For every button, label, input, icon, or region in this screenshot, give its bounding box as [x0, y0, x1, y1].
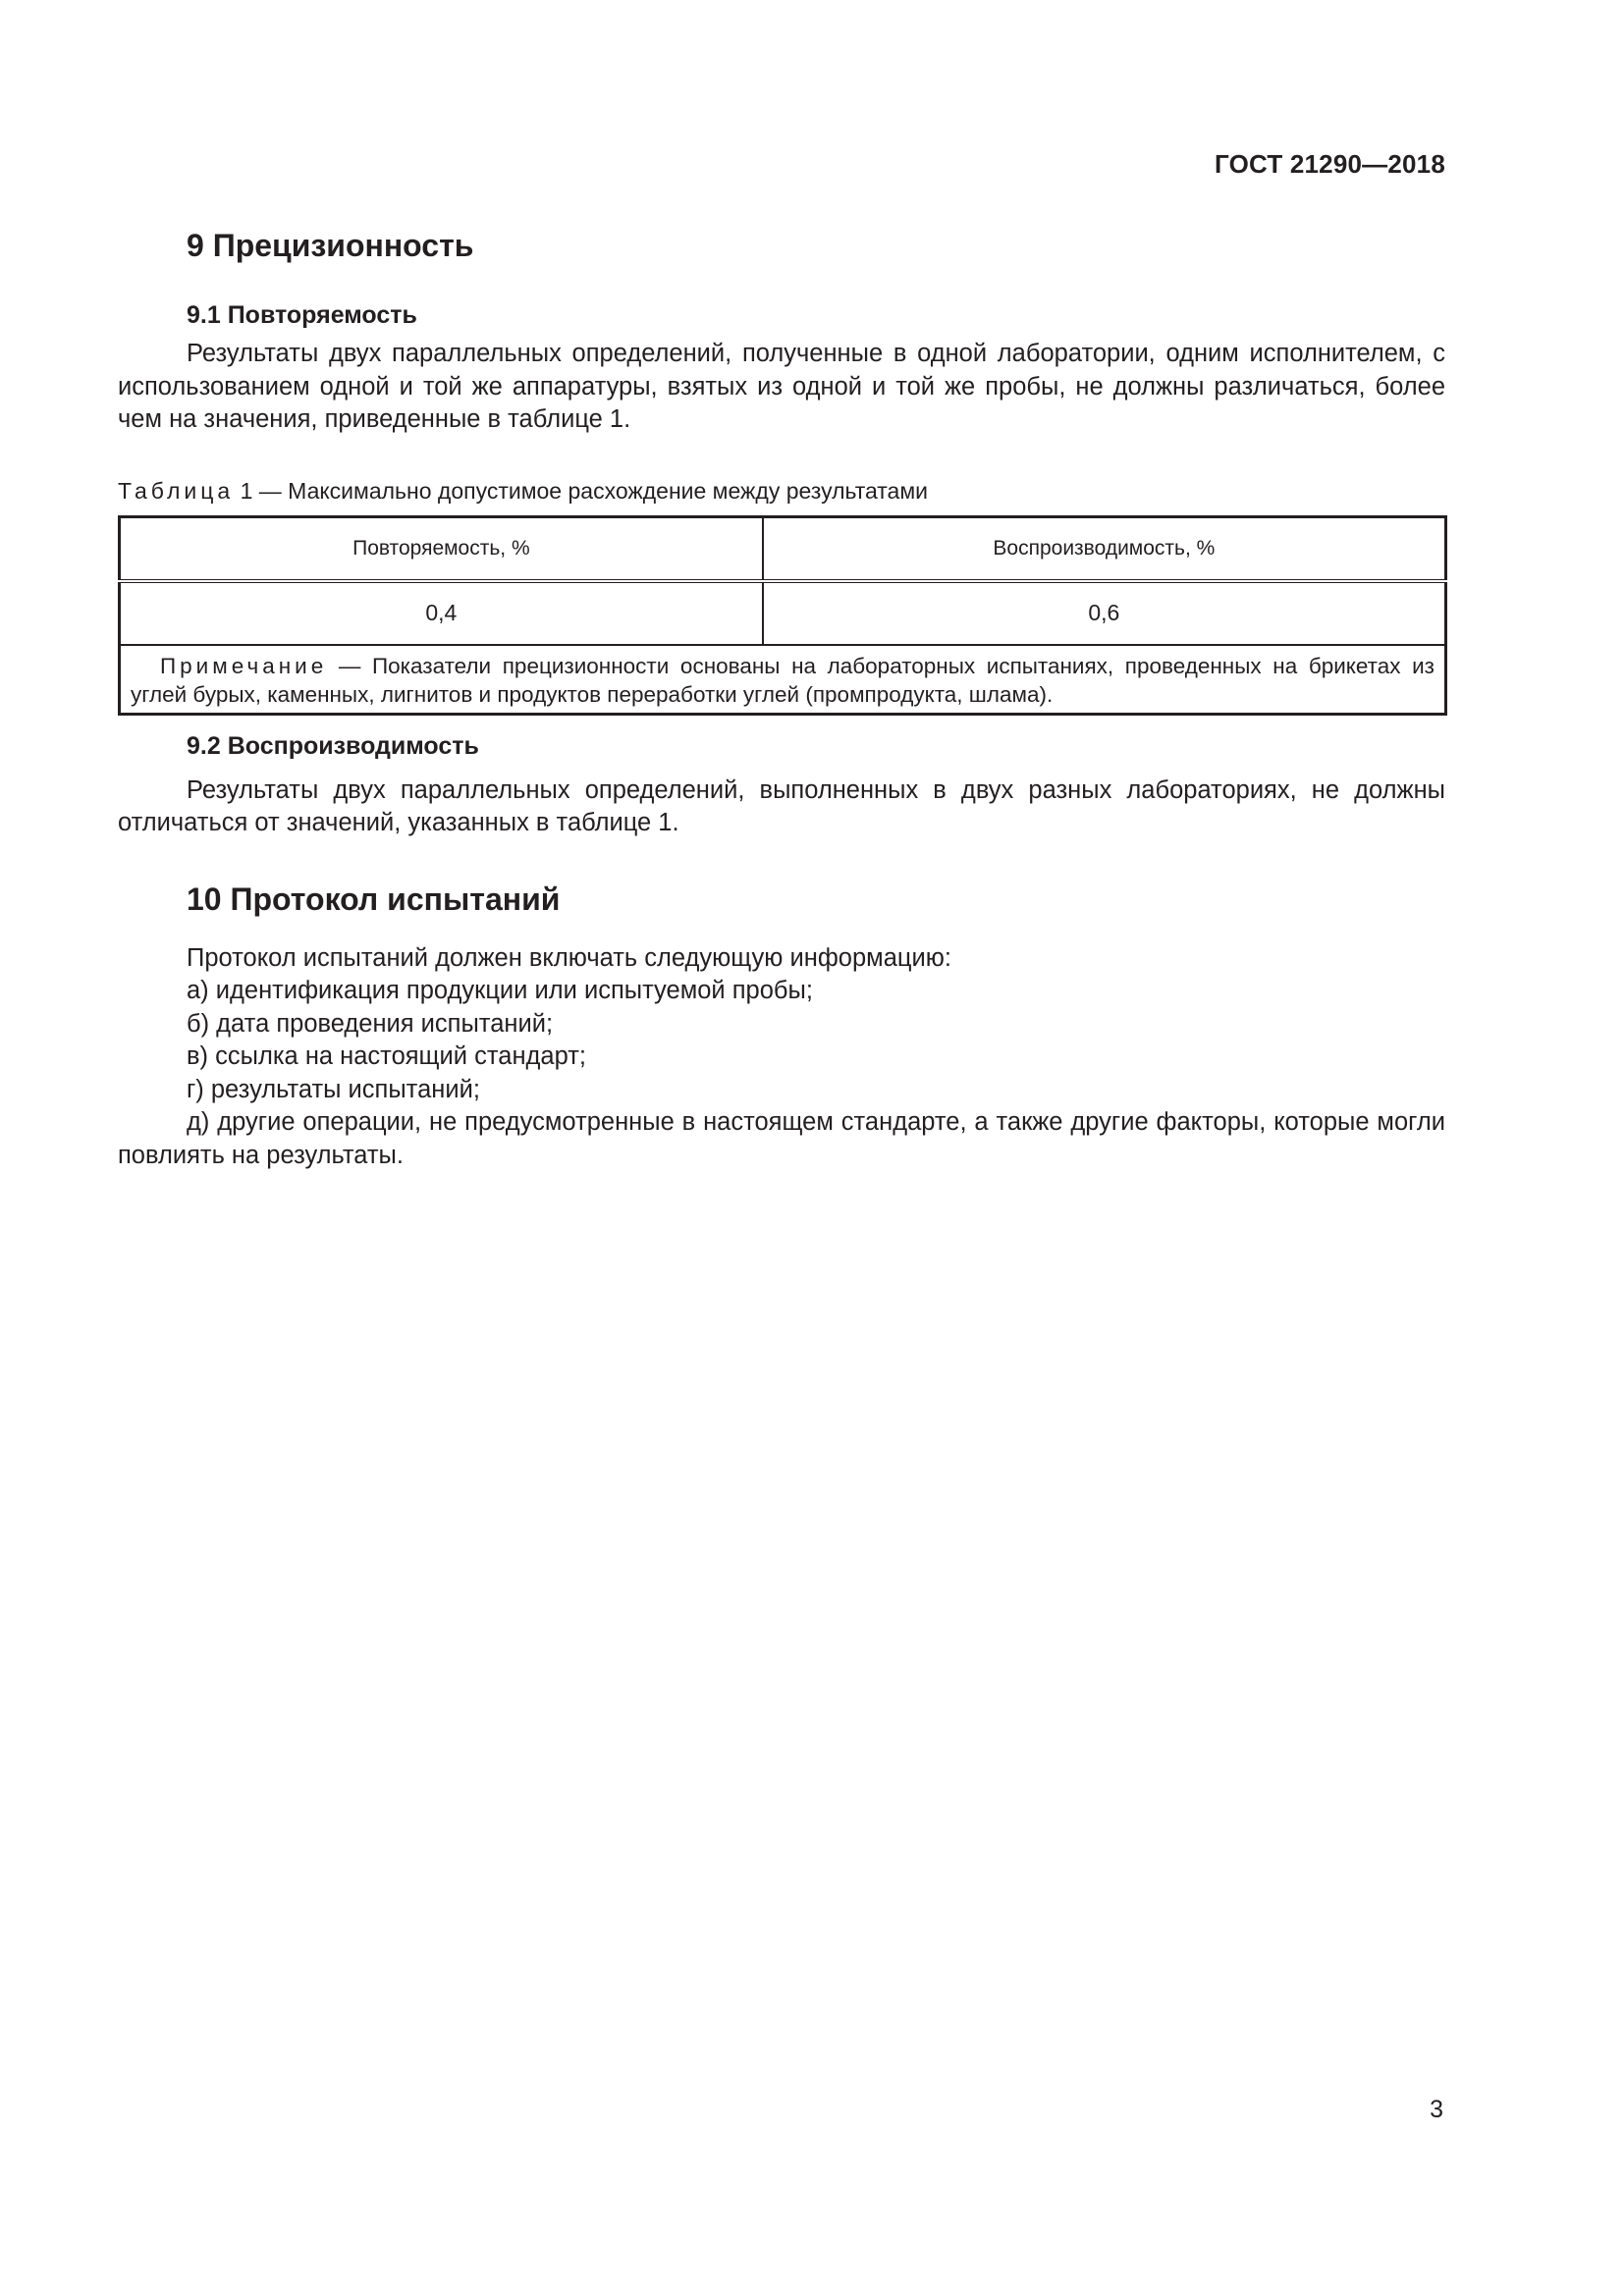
section-9-2-title: 9.2 Воспроизводимость: [187, 731, 479, 760]
list-item: д) другие операции, не предусмотренные в настоящем стандарте, а также другие факторы, которые могли повлиять на результаты.: [118, 1108, 1445, 1169]
list-item: а) идентификация продукции или испытуемой пробы;: [187, 977, 813, 1004]
table-caption-text: 1 — Максимально допустимое расхождение между результатами: [234, 477, 928, 504]
value-reproducibility: 0,6: [763, 581, 1446, 645]
table-note-text: — Показатели прецизионности основаны на лабораторных испытаниях, проведенных на брикетах из углей бурых, каменных, лигнитов и продуктов переработки углей (промпродукта, шлама).: [131, 653, 1435, 707]
table-header-row: [120, 516, 1446, 581]
value-repeatability: 0,4: [120, 581, 763, 645]
section-9-1-title: 9.1 Повторяемость: [187, 301, 417, 329]
table-note: [120, 645, 1446, 715]
table-note-word: Примечание: [160, 653, 328, 678]
section-10-intro: Протокол испытаний должен включать следующую информацию:: [187, 943, 951, 972]
list-item: б) дата проведения испытаний;: [187, 1009, 554, 1038]
section-9-1-paragraph: Результаты двух параллельных определений, полученные в одной лаборатории, одним исполнителем, с использованием одной и той же аппаратуры, взятых из одной и той же пробы, не должны различаться, более чем на значения, приведенные в таблице 1.: [118, 340, 1445, 433]
header-repeatability: Повторяемость, %: [120, 516, 763, 581]
list-item: в) ссылка на настоящий стандарт;: [187, 1042, 586, 1070]
document-code: ГОСТ 21290—2018: [1215, 149, 1445, 179]
section-9-2-paragraph: Результаты двух параллельных определений, выполненных в двух разных лабораториях, не должны отличаться от значений, указанных в таблице 1.: [118, 775, 1445, 836]
page-content: [118, 224, 1445, 1172]
table-1-caption: [118, 476, 1445, 506]
list-item: г) результаты испытаний;: [187, 1075, 480, 1103]
table-note-row: [120, 645, 1446, 715]
table-caption-word: Таблица: [118, 477, 235, 504]
precision-table: [118, 515, 1447, 716]
page-number: 3: [1430, 2096, 1443, 2123]
header-reproducibility: Воспроизводимость, %: [763, 516, 1446, 581]
section-10-title: 10 Протокол испытаний: [187, 881, 561, 917]
section-9-title: 9 Прецизионность: [187, 228, 474, 263]
table-row: [120, 581, 1446, 645]
